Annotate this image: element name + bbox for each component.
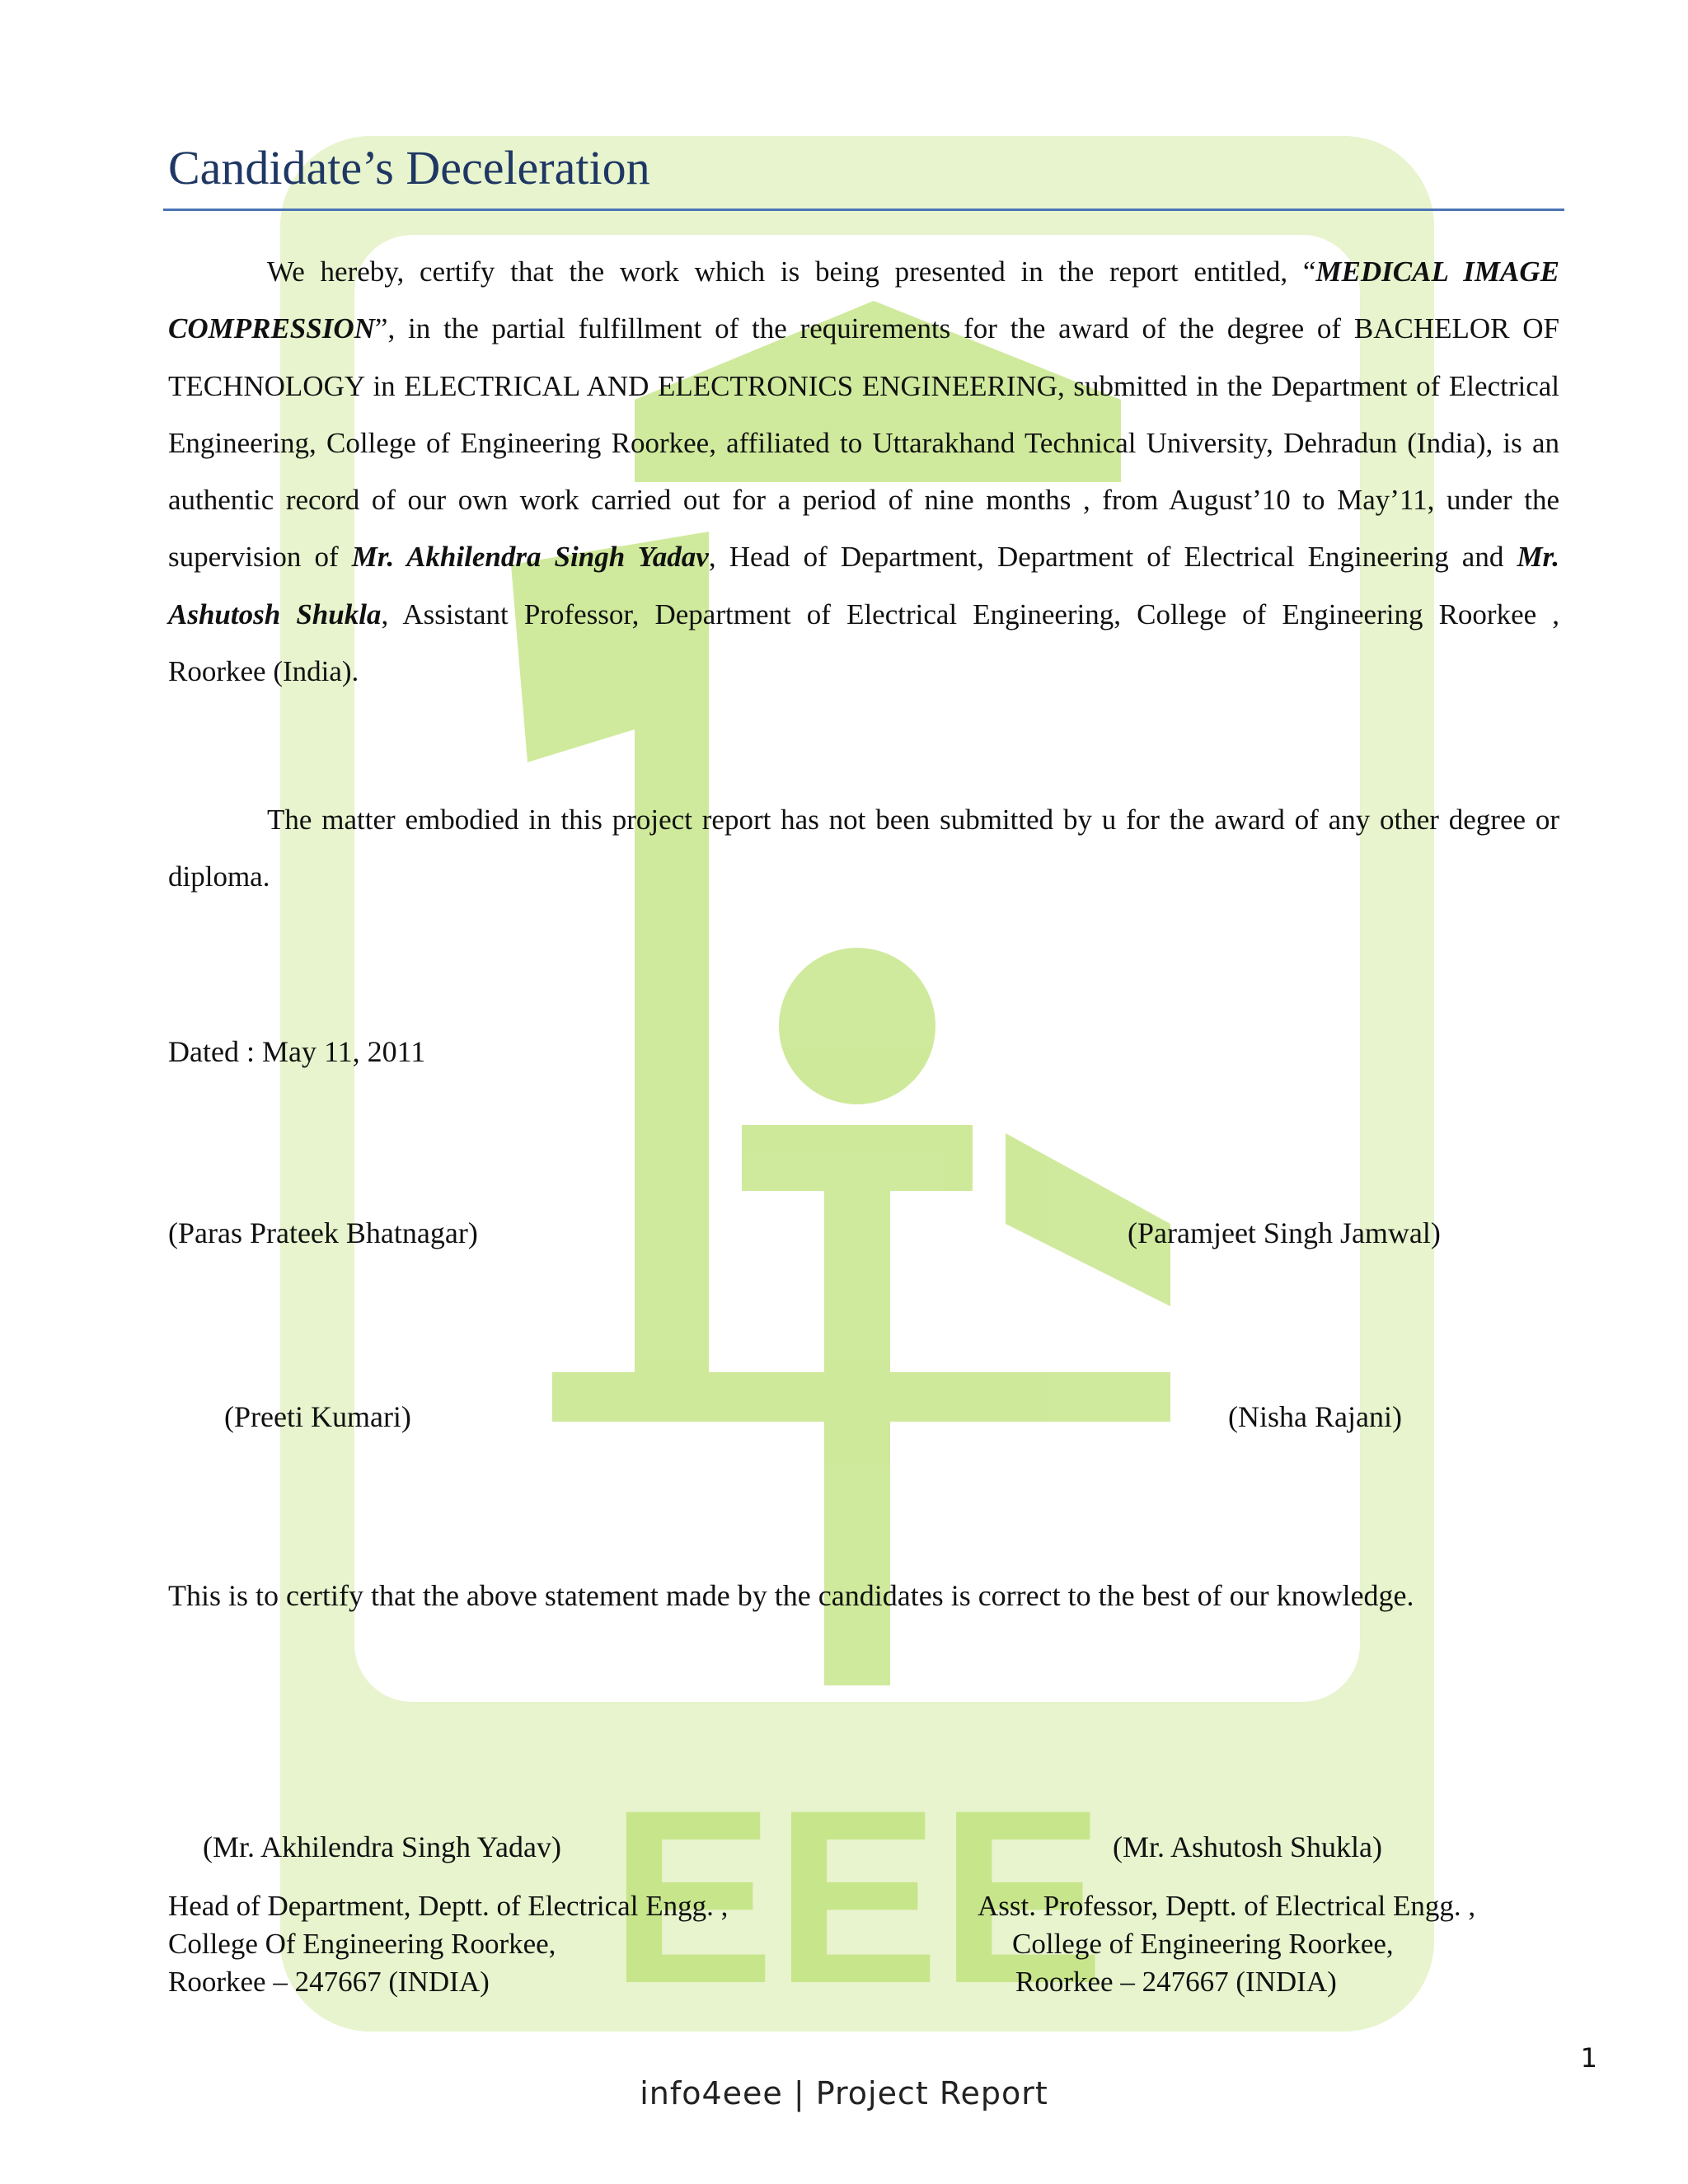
supervisor-right-name: (Mr. Ashutosh Shukla) — [1113, 1830, 1383, 1863]
candidate-signature-3: (Preeti Kumari) — [224, 1400, 411, 1433]
supervisor-2-name: Mr. Ashutosh Shukla — [168, 541, 1559, 630]
supervisor-left-name: (Mr. Akhilendra Singh Yadav) — [203, 1830, 561, 1863]
date-line: Dated : May 11, 2011 — [168, 1035, 426, 1068]
report-title: MEDICAL IMAGE COMPRESSION — [168, 255, 1560, 345]
supervisor-1-name: Mr. Akhilendra Singh Yadav — [351, 541, 709, 574]
page-footer: info4eee | Project Report — [640, 2075, 1048, 2111]
candidate-signature-1: (Paras Prateek Bhatnagar) — [168, 1216, 478, 1249]
supervisor-left-college: College Of Engineering Roorkee, — [168, 1928, 556, 1960]
declaration-paragraph — [168, 243, 1559, 700]
declaration-text-2: ”, in the partial fulfillment of the requirements for the award of the degree of BACHELOR OF TECHNOLOGY in ELECTRICAL AND ELECTRONICS ENGINEERING, submitted in the Department of Electrical Engineering, College of Engineering Roorkee, affiliated to Uttarakhand Technical University, Dehradun (India), is an authentic record of our own work carried out for a period of nine months , from August’10 to May’11, under the supervision of — [168, 312, 1559, 574]
supervisor-left-title: Head of Department, Deptt. of Electrical Engg. , — [168, 1890, 729, 1922]
supervisor-left-address: Roorkee – 247667 (INDIA) — [168, 1966, 490, 1998]
supervisor-right-details — [978, 1887, 1475, 2001]
page-title: Candidate’s Deceleration — [168, 141, 650, 194]
originality-paragraph: The matter embodied in this project report has not been submitted by u for the award of any other degree or diploma. — [168, 804, 1559, 893]
candidate-signature-4: (Nisha Rajani) — [1228, 1400, 1402, 1433]
supervisor-right-college: College of Engineering Roorkee, — [1012, 1928, 1394, 1960]
candidate-signature-2: (Paramjeet Singh Jamwal) — [1128, 1216, 1441, 1249]
supervisor-left-details — [168, 1887, 728, 2001]
declaration-text-4: , Assistant Professor, Department of Electrical Engineering, College of Engineering Roorkee , Roorkee (India). — [168, 598, 1559, 688]
declaration-text-1: We hereby, certify that the work which is being presented in the report entitled, “ — [267, 255, 1316, 288]
supervisor-right-address: Roorkee – 247667 (INDIA) — [1015, 1966, 1337, 1998]
supervisor-right-title: Asst. Professor, Deptt. of Electrical Engg. , — [978, 1890, 1476, 1922]
declaration-text-3: , Head of Department, Department of Electrical Engineering and — [708, 541, 1517, 574]
certification-statement: This is to certify that the above statement made by the candidates is correct to the best of our knowledge. — [168, 1579, 1414, 1612]
watermark-emblem-text: EEE — [609, 1758, 1105, 2032]
page-number: 1 — [1580, 2042, 1597, 2074]
title-underline — [163, 209, 1564, 211]
